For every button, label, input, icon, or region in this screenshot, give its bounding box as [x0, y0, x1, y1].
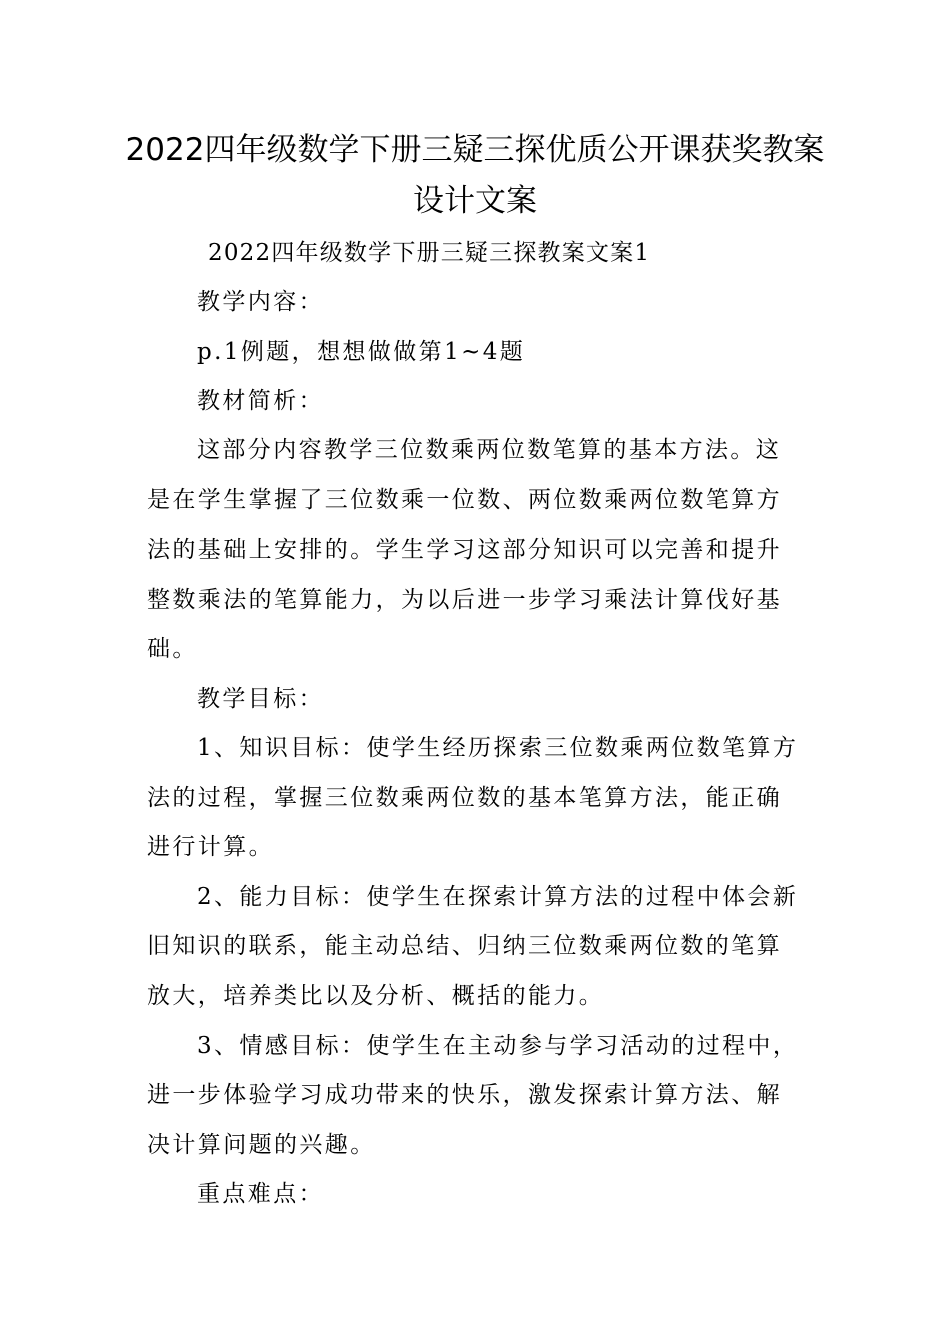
paragraph-line: 整数乘法的笔算能力，为以后进一步学习乘法计算伐好基 — [147, 587, 782, 613]
teaching-content-text: p.1例题，想想做做第1~4题 — [197, 339, 526, 365]
paragraph-line: 法的过程，掌握三位数乘两位数的基本笔算方法，能正确 — [147, 785, 782, 811]
paragraph-line: 放大，培养类比以及分析、概括的能力。 — [147, 983, 605, 1009]
paragraph-line: 是在学生掌握了三位数乘一位数、两位数乘两位数笔算方 — [147, 487, 782, 513]
paragraph-line: 础。 — [147, 636, 198, 662]
document-title: 2022四年级数学下册三疑三探优质公开课获奖教案 — [125, 132, 825, 168]
paragraph-line: 1、知识目标：使学生经历探索三位数乘两位数笔算方 — [197, 735, 799, 761]
paragraph-line: 3、情感目标：使学生在主动参与学习活动的过程中， — [197, 1033, 799, 1059]
paragraph-line: 2、能力目标：使学生在探索计算方法的过程中体会新 — [197, 884, 799, 910]
heading-key-points: 重点难点： — [197, 1181, 324, 1207]
heading-teaching-goals: 教学目标： — [197, 686, 324, 712]
heading-material-analysis: 教材简析： — [197, 388, 324, 414]
document-subtitle: 2022四年级数学下册三疑三探教案文案1 — [208, 240, 651, 266]
paragraph-line: 法的基础上安排的。学生学习这部分知识可以完善和提升 — [147, 537, 782, 563]
paragraph-line: 进一步体验学习成功带来的快乐，激发探索计算方法、解 — [147, 1082, 782, 1108]
heading-teaching-content: 教学内容： — [197, 289, 324, 315]
paragraph-line: 决计算问题的兴趣。 — [147, 1132, 376, 1158]
paragraph-line: 旧知识的联系，能主动总结、归纳三位数乘两位数的笔算 — [147, 933, 782, 959]
paragraph-line: 进行计算。 — [147, 834, 274, 860]
document-title-continued: 设计文案 — [413, 183, 537, 219]
paragraph-line: 这部分内容教学三位数乘两位数笔算的基本方法。这 — [197, 437, 782, 463]
